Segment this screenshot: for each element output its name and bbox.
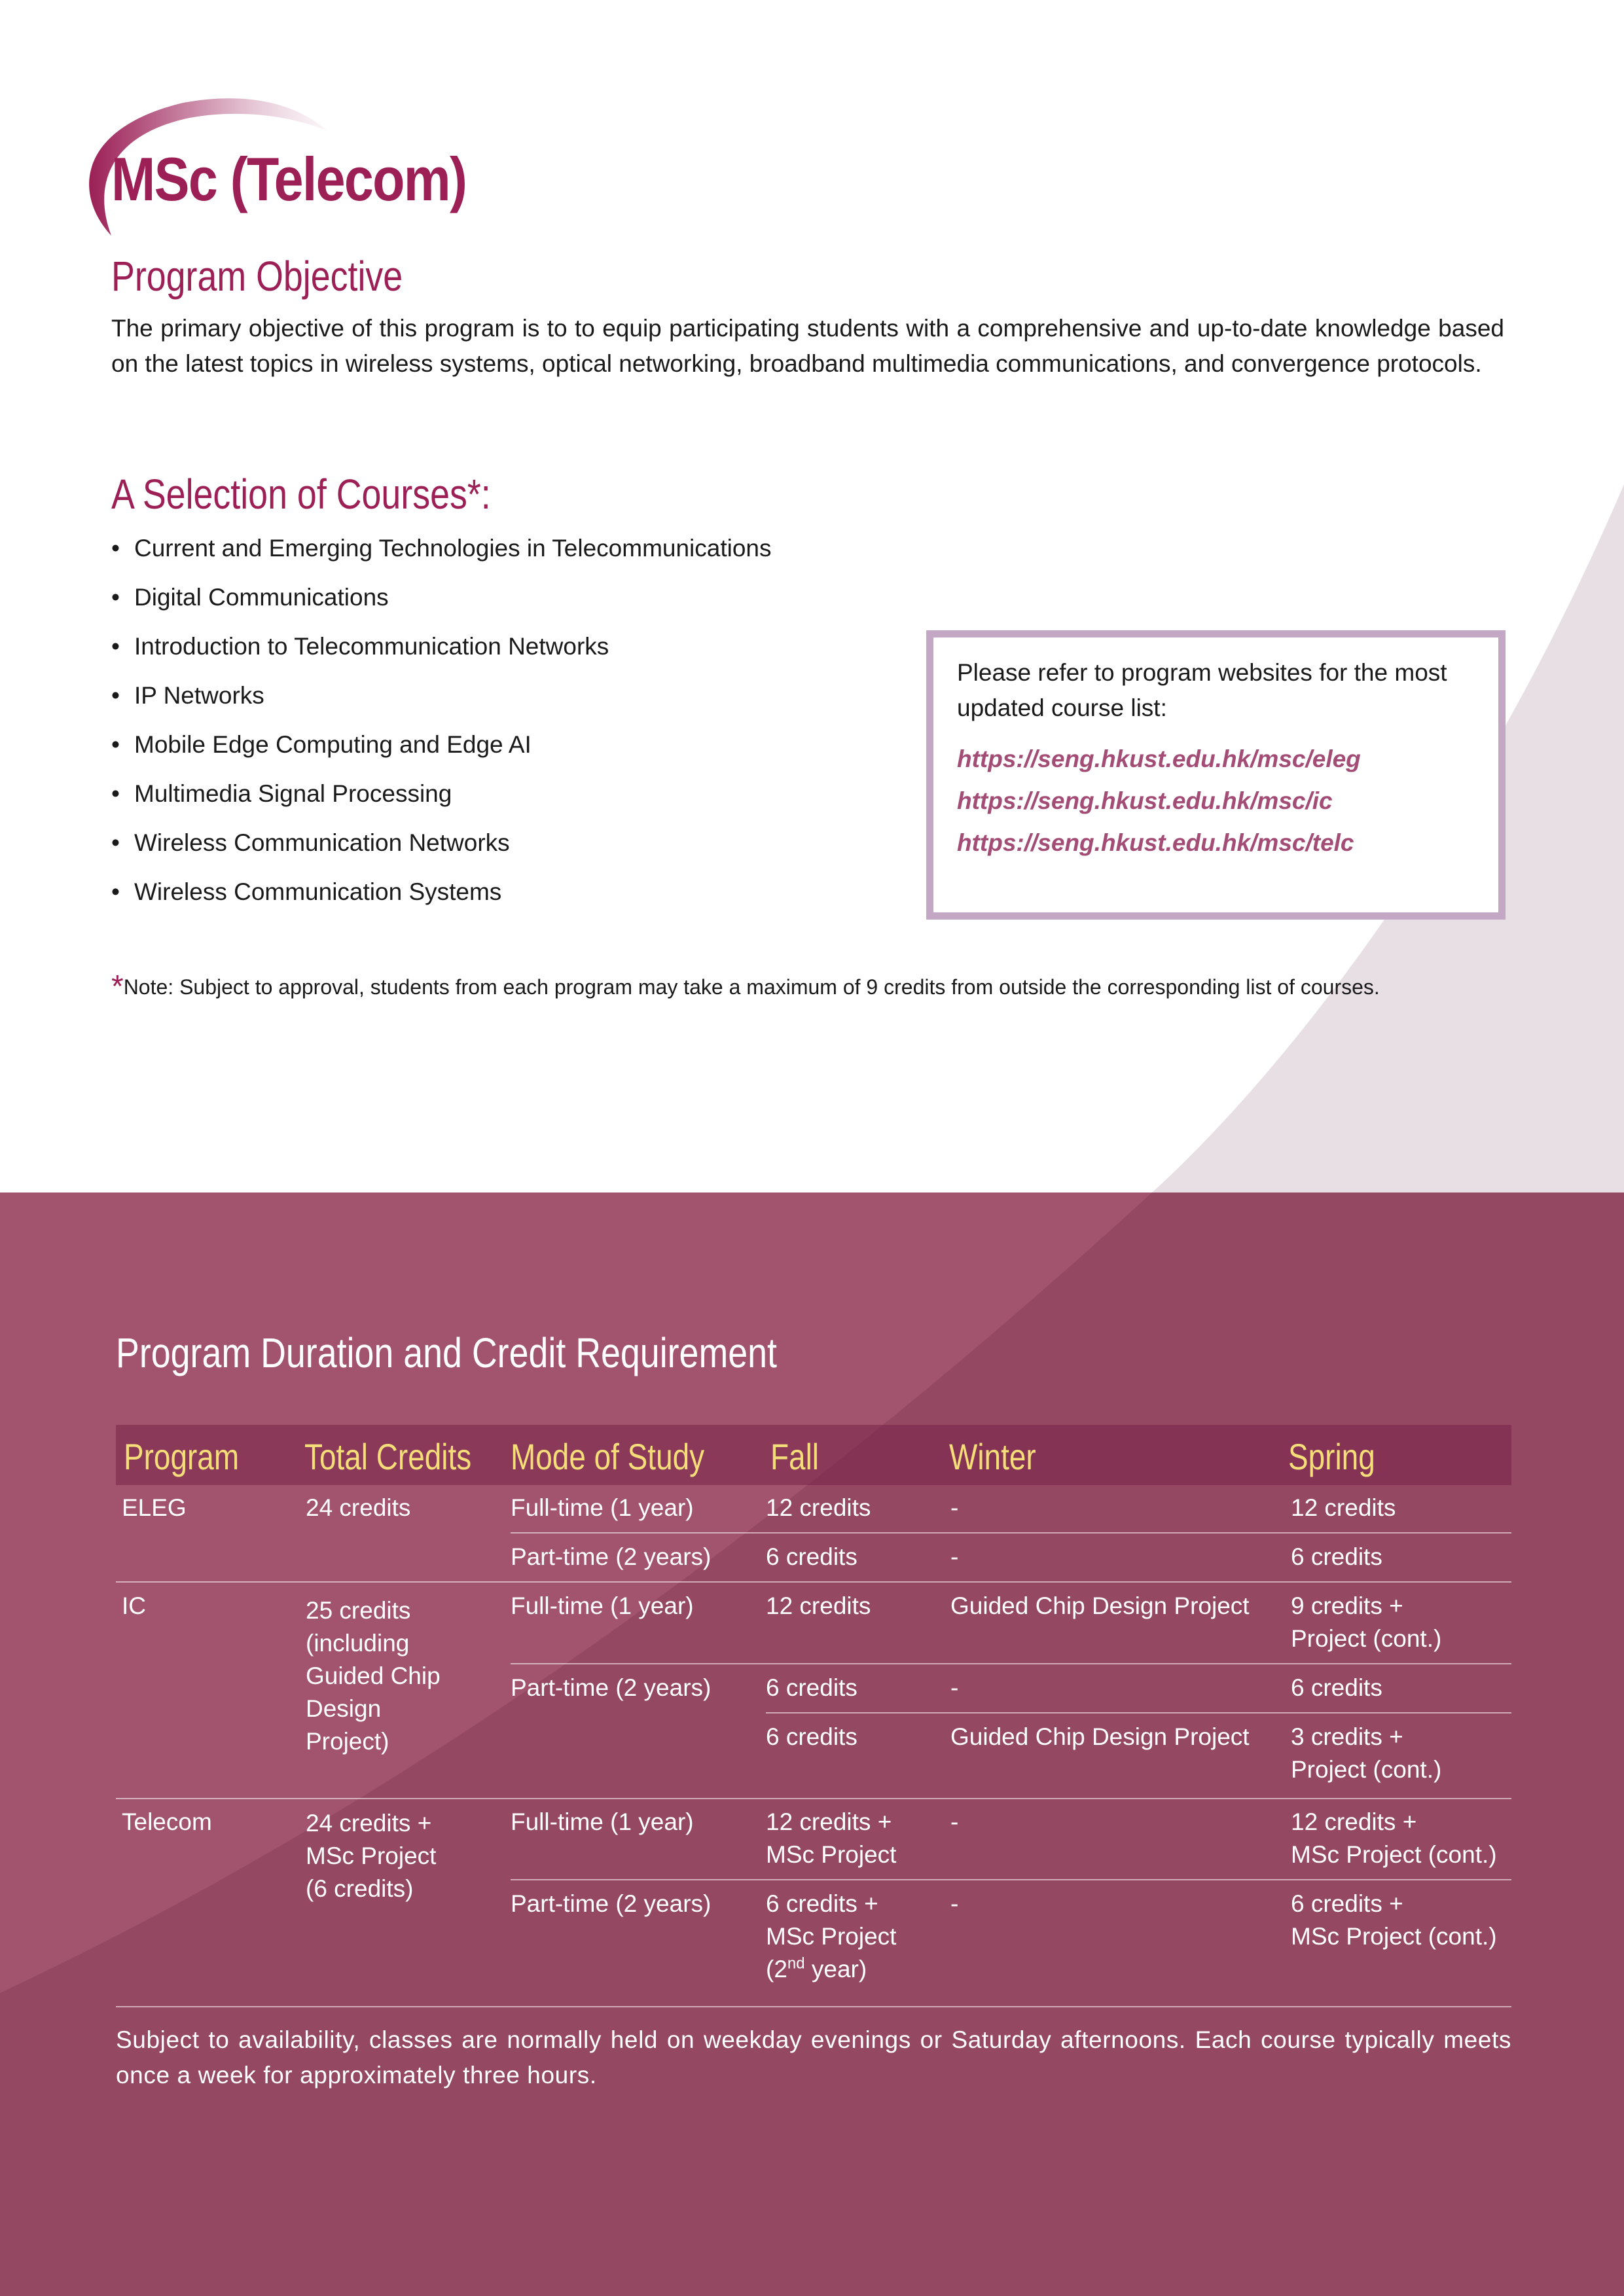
- winter-credits: -: [950, 1674, 959, 1701]
- total-credits-line: 25 credits: [306, 1597, 411, 1624]
- row-divider: [511, 1663, 1511, 1664]
- spring-credits-line: 12 credits +: [1291, 1808, 1417, 1835]
- reference-text: Please refer to program websites for the most updated course list:: [957, 659, 1447, 721]
- fall-credits-line: 6 credits +: [766, 1890, 878, 1917]
- winter-credits: -: [950, 1890, 959, 1917]
- total-credits-line: Design: [306, 1695, 382, 1722]
- course-name: Mobile Edge Computing and Edge AI: [134, 731, 532, 758]
- fall-credits: 6 credits: [766, 1723, 857, 1750]
- fall-credits-line: (2nd year): [766, 1954, 867, 1982]
- program-link-eleg[interactable]: https://seng.hkust.edu.hk/msc/eleg: [957, 745, 1361, 772]
- course-name: Multimedia Signal Processing: [134, 780, 452, 807]
- list-item: • Mobile Edge Computing and Edge AI: [111, 731, 532, 758]
- table-bottom-divider: [116, 2006, 1511, 2007]
- program-link-telc[interactable]: https://seng.hkust.edu.hk/msc/telc: [957, 829, 1354, 856]
- total-credits-line: Project): [306, 1728, 389, 1755]
- course-name: Wireless Communication Systems: [134, 878, 502, 905]
- mode-of-study: Part-time (2 years): [511, 1674, 712, 1701]
- total-credits-line: 24 credits +: [306, 1810, 432, 1837]
- course-name: IP Networks: [134, 682, 264, 709]
- fall-credits-line: MSc Project: [766, 1923, 897, 1950]
- row-divider: [511, 1879, 1511, 1880]
- spring-credits: 6 credits: [1291, 1543, 1382, 1570]
- winter-credits: -: [950, 1808, 959, 1835]
- schedule-note: Subject to availability, classes are normally held on weekday evenings or Saturday afternoons. Each course typically meets once a week for approximately three hours.: [116, 2026, 1511, 2089]
- column-header: Spring: [1288, 1436, 1375, 1477]
- list-item: • Multimedia Signal Processing: [111, 780, 452, 807]
- list-item: • Wireless Communication Systems: [111, 878, 502, 905]
- courses-heading: A Selection of Courses*:: [111, 471, 491, 518]
- total-credits-line: MSc Project: [306, 1842, 437, 1869]
- total-credits: 24 credits: [306, 1494, 411, 1521]
- row-divider: [766, 1712, 1511, 1713]
- fall-credits: 6 credits: [766, 1543, 857, 1570]
- spring-credits-line: 9 credits +: [1291, 1592, 1403, 1619]
- spring-credits-line: 3 credits +: [1291, 1723, 1403, 1750]
- course-list-reference-box: [926, 630, 1506, 920]
- course-name: Digital Communications: [134, 584, 389, 611]
- column-header: Mode of Study: [511, 1436, 705, 1477]
- column-header: Fall: [770, 1436, 819, 1477]
- footnote-text: Note: Subject to approval, students from each program may take a maximum of 9 credits from outside the corresponding list of courses.: [123, 975, 1380, 999]
- fall-credits: 6 credits: [766, 1674, 857, 1701]
- page-title: MSc (Telecom): [111, 145, 467, 213]
- program-name: ELEG: [122, 1494, 187, 1521]
- program-link-ic[interactable]: https://seng.hkust.edu.hk/msc/ic: [957, 787, 1333, 814]
- column-header: Winter: [949, 1436, 1036, 1477]
- fall-credits-line: MSc Project: [766, 1841, 897, 1868]
- spring-credits: 6 credits: [1291, 1674, 1382, 1701]
- course-list: [111, 529, 772, 922]
- program-name: IC: [122, 1592, 146, 1619]
- spring-credits-line: 6 credits +: [1291, 1890, 1403, 1917]
- course-name: Introduction to Telecommunication Networks: [134, 633, 609, 660]
- winter-credits: Guided Chip Design Project: [950, 1592, 1250, 1619]
- mode-of-study: Full-time (1 year): [511, 1808, 694, 1835]
- list-item: • Digital Communications: [111, 584, 389, 611]
- footnote: [111, 969, 1380, 1005]
- program-divider: [116, 1581, 1511, 1583]
- spring-credits: 12 credits: [1291, 1494, 1396, 1521]
- course-name: Current and Emerging Technologies in Telecommunications: [134, 535, 772, 562]
- spring-credits-line: Project (cont.): [1291, 1625, 1442, 1652]
- column-header: Total Credits: [304, 1436, 472, 1477]
- objective-heading: Program Objective: [111, 253, 403, 300]
- mode-of-study: Part-time (2 years): [511, 1543, 712, 1570]
- row-divider: [511, 1532, 1511, 1534]
- total-credits-line: (including: [306, 1630, 410, 1657]
- fall-credits: 12 credits: [766, 1592, 871, 1619]
- spring-credits-line: Project (cont.): [1291, 1756, 1442, 1783]
- credit-table: [116, 1425, 1511, 2007]
- program-name: Telecom: [122, 1808, 212, 1835]
- course-name: Wireless Communication Networks: [134, 829, 510, 856]
- fall-credits: 12 credits: [766, 1494, 871, 1521]
- column-header: Program: [124, 1436, 240, 1477]
- objective-text: The primary objective of this program is to to equip participating students with a comprehensive and up-to-date knowledge based on the latest topics in wireless systems, optical networking, broadband multimedia communications, and convergence protocols.: [111, 315, 1504, 377]
- list-item: • Introduction to Telecommunication Networks: [111, 633, 609, 660]
- mode-of-study: Full-time (1 year): [511, 1592, 694, 1619]
- spring-credits-line: MSc Project (cont.): [1291, 1923, 1497, 1950]
- table-header: [116, 1425, 1511, 1485]
- winter-credits: -: [950, 1494, 959, 1521]
- winter-credits: -: [950, 1543, 959, 1570]
- fall-credits-line: 12 credits +: [766, 1808, 892, 1835]
- list-item: • IP Networks: [111, 682, 264, 709]
- footnote-star: *: [111, 969, 124, 1004]
- table-body: [116, 1485, 1511, 2007]
- list-item: • Wireless Communication Networks: [111, 829, 510, 856]
- total-credits-line: Guided Chip: [306, 1662, 441, 1689]
- program-divider: [116, 1798, 1511, 1799]
- mode-of-study: Part-time (2 years): [511, 1890, 712, 1917]
- total-credits-line: (6 credits): [306, 1875, 414, 1902]
- mode-of-study: Full-time (1 year): [511, 1494, 694, 1521]
- list-item: • Current and Emerging Technologies in Telecommunications: [111, 535, 772, 562]
- duration-heading: Program Duration and Credit Requirement: [116, 1329, 777, 1376]
- winter-credits: Guided Chip Design Project: [950, 1723, 1250, 1750]
- spring-credits-line: MSc Project (cont.): [1291, 1841, 1497, 1868]
